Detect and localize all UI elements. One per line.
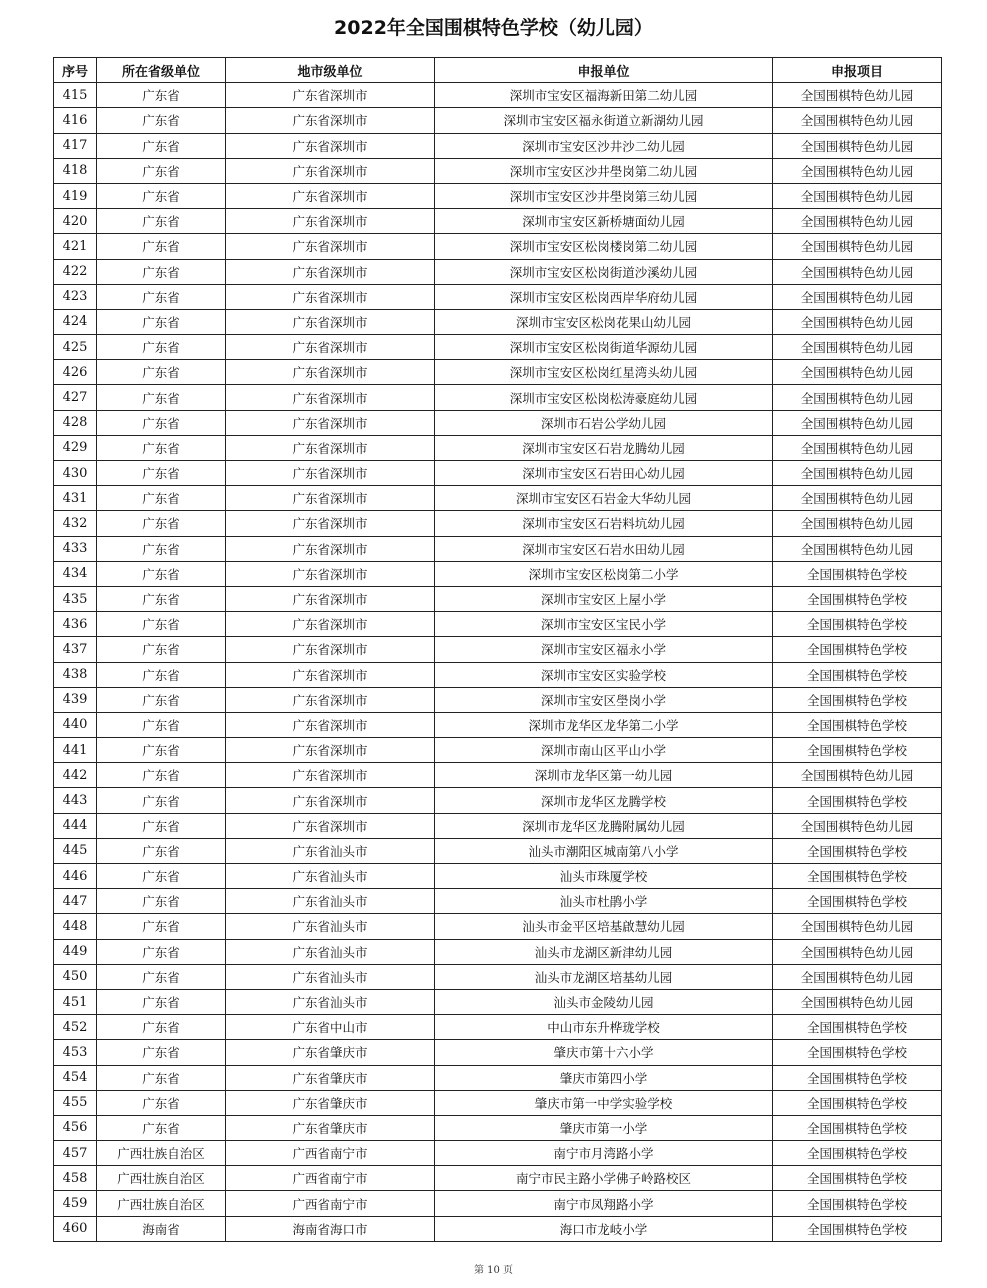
cell-province: 广东省 — [97, 511, 226, 536]
cell-applicant: 深圳市宝安区上屋小学 — [435, 586, 773, 611]
cell-project: 全国围棋特色学校 — [773, 1141, 942, 1166]
cell-project: 全国围棋特色幼儿园 — [773, 763, 942, 788]
cell-project: 全国围棋特色学校 — [773, 1191, 942, 1216]
cell-city: 海南省海口市 — [226, 1216, 435, 1241]
cell-province: 广东省 — [97, 158, 226, 183]
table-row — [54, 209, 942, 234]
cell-city: 广东省深圳市 — [226, 435, 435, 460]
cell-applicant: 深圳市宝安区石岩金大华幼儿园 — [435, 486, 773, 511]
cell-city: 广东省深圳市 — [226, 612, 435, 637]
table-row — [54, 335, 942, 360]
table-body — [54, 83, 942, 1242]
cell-city: 广东省深圳市 — [226, 108, 435, 133]
cell-applicant: 深圳市宝安区石岩田心幼儿园 — [435, 461, 773, 486]
cell-index: 429 — [54, 435, 97, 460]
table-row — [54, 1191, 942, 1216]
cell-province: 广东省 — [97, 360, 226, 385]
cell-project: 全国围棋特色幼儿园 — [773, 284, 942, 309]
cell-city: 广东省深圳市 — [226, 511, 435, 536]
cell-applicant: 深圳市宝安区新桥塘面幼儿园 — [435, 209, 773, 234]
cell-applicant: 汕头市杜鹃小学 — [435, 889, 773, 914]
cell-project: 全国围棋特色学校 — [773, 637, 942, 662]
cell-province: 广东省 — [97, 209, 226, 234]
cell-province: 广东省 — [97, 1065, 226, 1090]
cell-project: 全国围棋特色学校 — [773, 561, 942, 586]
table-row — [54, 738, 942, 763]
cell-applicant: 深圳市宝安区石岩料坑幼儿园 — [435, 511, 773, 536]
table-row — [54, 511, 942, 536]
table-row — [54, 259, 942, 284]
cell-applicant: 深圳市宝安区福海新田第二幼儿园 — [435, 83, 773, 108]
cell-index: 417 — [54, 133, 97, 158]
cell-project: 全国围棋特色幼儿园 — [773, 108, 942, 133]
cell-city: 广东省肇庆市 — [226, 1115, 435, 1140]
table-row — [54, 234, 942, 259]
cell-city: 广东省深圳市 — [226, 133, 435, 158]
cell-city: 广东省汕头市 — [226, 939, 435, 964]
cell-province: 广东省 — [97, 763, 226, 788]
cell-index: 447 — [54, 889, 97, 914]
table-row — [54, 1040, 942, 1065]
cell-applicant: 深圳市龙华区第一幼儿园 — [435, 763, 773, 788]
cell-project: 全国围棋特色幼儿园 — [773, 486, 942, 511]
table-row — [54, 964, 942, 989]
cell-city: 广东省汕头市 — [226, 838, 435, 863]
table-row — [54, 536, 942, 561]
cell-index: 459 — [54, 1191, 97, 1216]
table-row — [54, 486, 942, 511]
cell-applicant: 肇庆市第四小学 — [435, 1065, 773, 1090]
header-row — [54, 58, 942, 83]
cell-index: 420 — [54, 209, 97, 234]
cell-index: 427 — [54, 385, 97, 410]
cell-applicant: 深圳市龙华区龙腾附属幼儿园 — [435, 813, 773, 838]
cell-province: 广东省 — [97, 914, 226, 939]
table-header — [54, 58, 942, 83]
cell-applicant: 南宁市月湾路小学 — [435, 1141, 773, 1166]
cell-province: 广东省 — [97, 183, 226, 208]
table-row — [54, 108, 942, 133]
cell-applicant: 深圳市宝安区沙井壆岗第二幼儿园 — [435, 158, 773, 183]
cell-index: 416 — [54, 108, 97, 133]
cell-index: 438 — [54, 662, 97, 687]
cell-index: 457 — [54, 1141, 97, 1166]
cell-province: 广东省 — [97, 1015, 226, 1040]
table-row — [54, 662, 942, 687]
cell-project: 全国围棋特色学校 — [773, 788, 942, 813]
cell-index: 454 — [54, 1065, 97, 1090]
cell-province: 广东省 — [97, 461, 226, 486]
cell-applicant: 深圳市宝安区实验学校 — [435, 662, 773, 687]
cell-index: 432 — [54, 511, 97, 536]
cell-index: 431 — [54, 486, 97, 511]
cell-city: 广东省深圳市 — [226, 788, 435, 813]
cell-province: 广西壮族自治区 — [97, 1166, 226, 1191]
cell-index: 436 — [54, 612, 97, 637]
cell-project: 全国围棋特色学校 — [773, 738, 942, 763]
cell-index: 445 — [54, 838, 97, 863]
cell-province: 广东省 — [97, 612, 226, 637]
cell-province: 广东省 — [97, 561, 226, 586]
cell-applicant: 深圳市宝安区宝民小学 — [435, 612, 773, 637]
cell-city: 广东省深圳市 — [226, 461, 435, 486]
cell-project: 全国围棋特色幼儿园 — [773, 461, 942, 486]
cell-project: 全国围棋特色学校 — [773, 687, 942, 712]
cell-city: 广东省深圳市 — [226, 385, 435, 410]
table-row — [54, 813, 942, 838]
table-row — [54, 1015, 942, 1040]
table-row — [54, 1141, 942, 1166]
cell-index: 418 — [54, 158, 97, 183]
cell-index: 442 — [54, 763, 97, 788]
table-row — [54, 133, 942, 158]
cell-city: 广东省深圳市 — [226, 83, 435, 108]
cell-index: 460 — [54, 1216, 97, 1241]
cell-city: 广东省深圳市 — [226, 486, 435, 511]
cell-city: 广东省深圳市 — [226, 209, 435, 234]
table-row — [54, 1216, 942, 1241]
cell-project: 全国围棋特色幼儿园 — [773, 511, 942, 536]
table-row — [54, 1065, 942, 1090]
cell-province: 广西壮族自治区 — [97, 1191, 226, 1216]
table-row — [54, 712, 942, 737]
cell-project: 全国围棋特色学校 — [773, 662, 942, 687]
table-row — [54, 561, 942, 586]
cell-city: 广西省南宁市 — [226, 1141, 435, 1166]
table-row — [54, 461, 942, 486]
cell-city: 广东省深圳市 — [226, 183, 435, 208]
cell-applicant: 深圳市宝安区松岗松涛豪庭幼儿园 — [435, 385, 773, 410]
cell-city: 广东省深圳市 — [226, 738, 435, 763]
cell-applicant: 深圳市龙华区龙华第二小学 — [435, 712, 773, 737]
cell-applicant: 汕头市潮阳区城南第八小学 — [435, 838, 773, 863]
cell-applicant: 海口市龙岐小学 — [435, 1216, 773, 1241]
cell-city: 广东省深圳市 — [226, 712, 435, 737]
cell-city: 广东省深圳市 — [226, 813, 435, 838]
cell-project: 全国围棋特色幼儿园 — [773, 385, 942, 410]
cell-applicant: 深圳市宝安区沙井沙二幼儿园 — [435, 133, 773, 158]
cell-project: 全国围棋特色幼儿园 — [773, 259, 942, 284]
cell-index: 426 — [54, 360, 97, 385]
cell-applicant: 汕头市龙湖区培基幼儿园 — [435, 964, 773, 989]
cell-applicant: 深圳市宝安区壆岗小学 — [435, 687, 773, 712]
cell-province: 广东省 — [97, 1115, 226, 1140]
cell-applicant: 汕头市金陵幼儿园 — [435, 989, 773, 1014]
page-title: 2022年全国围棋特色学校（幼儿园） — [334, 17, 653, 39]
cell-applicant: 深圳市宝安区石岩水田幼儿园 — [435, 536, 773, 561]
cell-index: 424 — [54, 309, 97, 334]
cell-province: 广东省 — [97, 939, 226, 964]
table-row — [54, 83, 942, 108]
cell-index: 433 — [54, 536, 97, 561]
table-row — [54, 612, 942, 637]
table-row — [54, 1115, 942, 1140]
table-row — [54, 939, 942, 964]
cell-applicant: 中山市东升桦珑学校 — [435, 1015, 773, 1040]
cell-index: 439 — [54, 687, 97, 712]
cell-applicant: 肇庆市第一中学实验学校 — [435, 1090, 773, 1115]
cell-province: 广东省 — [97, 712, 226, 737]
cell-index: 452 — [54, 1015, 97, 1040]
table-row — [54, 637, 942, 662]
cell-project: 全国围棋特色学校 — [773, 1015, 942, 1040]
cell-province: 广东省 — [97, 486, 226, 511]
cell-index: 458 — [54, 1166, 97, 1191]
cell-city: 广东省深圳市 — [226, 586, 435, 611]
cell-city: 广东省深圳市 — [226, 284, 435, 309]
cell-index: 450 — [54, 964, 97, 989]
cell-index: 449 — [54, 939, 97, 964]
table-row — [54, 385, 942, 410]
cell-applicant: 深圳市宝安区福永街道立新湖幼儿园 — [435, 108, 773, 133]
cell-applicant: 深圳市宝安区松岗红星湾头幼儿园 — [435, 360, 773, 385]
table-row — [54, 183, 942, 208]
table-row — [54, 309, 942, 334]
cell-project: 全国围棋特色幼儿园 — [773, 813, 942, 838]
cell-project: 全国围棋特色学校 — [773, 864, 942, 889]
cell-city: 广东省深圳市 — [226, 662, 435, 687]
table-row — [54, 410, 942, 435]
cell-project: 全国围棋特色学校 — [773, 1040, 942, 1065]
cell-city: 广东省深圳市 — [226, 234, 435, 259]
table-row — [54, 687, 942, 712]
cell-index: 455 — [54, 1090, 97, 1115]
cell-project: 全国围棋特色学校 — [773, 1090, 942, 1115]
cell-city: 广东省深圳市 — [226, 335, 435, 360]
table-row — [54, 158, 942, 183]
cell-province: 广东省 — [97, 1040, 226, 1065]
cell-city: 广东省深圳市 — [226, 259, 435, 284]
cell-province: 广东省 — [97, 889, 226, 914]
cell-index: 437 — [54, 637, 97, 662]
cell-applicant: 汕头市金平区培基啟慧幼儿园 — [435, 914, 773, 939]
cell-city: 广东省深圳市 — [226, 637, 435, 662]
cell-city: 广东省深圳市 — [226, 536, 435, 561]
cell-applicant: 南宁市凤翔路小学 — [435, 1191, 773, 1216]
cell-applicant: 汕头市龙湖区新津幼儿园 — [435, 939, 773, 964]
cell-city: 广东省深圳市 — [226, 687, 435, 712]
cell-applicant: 深圳市宝安区松岗第二小学 — [435, 561, 773, 586]
cell-province: 广东省 — [97, 259, 226, 284]
cell-index: 441 — [54, 738, 97, 763]
cell-province: 广东省 — [97, 838, 226, 863]
cell-applicant: 深圳市宝安区松岗街道沙溪幼儿园 — [435, 259, 773, 284]
cell-province: 广东省 — [97, 133, 226, 158]
cell-city: 广东省深圳市 — [226, 763, 435, 788]
cell-project: 全国围棋特色学校 — [773, 1065, 942, 1090]
cell-province: 广东省 — [97, 435, 226, 460]
cell-index: 422 — [54, 259, 97, 284]
cell-province: 广东省 — [97, 410, 226, 435]
cell-project: 全国围棋特色幼儿园 — [773, 183, 942, 208]
cell-province: 广东省 — [97, 788, 226, 813]
cell-province: 广东省 — [97, 687, 226, 712]
col-header-city: 地市级单位 — [226, 58, 435, 83]
cell-province: 广东省 — [97, 662, 226, 687]
cell-province: 广东省 — [97, 586, 226, 611]
cell-city: 广东省汕头市 — [226, 914, 435, 939]
cell-applicant: 深圳市宝安区沙井壆岗第三幼儿园 — [435, 183, 773, 208]
cell-applicant: 深圳市石岩公学幼儿园 — [435, 410, 773, 435]
cell-applicant: 深圳市宝安区松岗花果山幼儿园 — [435, 309, 773, 334]
school-table — [53, 57, 942, 1242]
cell-city: 广东省深圳市 — [226, 410, 435, 435]
table-row — [54, 284, 942, 309]
cell-project: 全国围棋特色学校 — [773, 1166, 942, 1191]
cell-index: 440 — [54, 712, 97, 737]
cell-applicant: 深圳市龙华区龙腾学校 — [435, 788, 773, 813]
table-row — [54, 889, 942, 914]
cell-province: 广东省 — [97, 813, 226, 838]
cell-applicant: 深圳市宝安区石岩龙腾幼儿园 — [435, 435, 773, 460]
cell-index: 448 — [54, 914, 97, 939]
page-number: 第 10 页 — [473, 1265, 514, 1276]
cell-province: 广西壮族自治区 — [97, 1141, 226, 1166]
col-header-province: 所在省级单位 — [97, 58, 226, 83]
cell-index: 444 — [54, 813, 97, 838]
cell-project: 全国围棋特色学校 — [773, 712, 942, 737]
cell-applicant: 深圳市宝安区松岗街道华源幼儿园 — [435, 335, 773, 360]
cell-index: 451 — [54, 989, 97, 1014]
cell-city: 广东省深圳市 — [226, 360, 435, 385]
cell-index: 434 — [54, 561, 97, 586]
table-row — [54, 435, 942, 460]
cell-province: 海南省 — [97, 1216, 226, 1241]
table-row — [54, 763, 942, 788]
cell-province: 广东省 — [97, 864, 226, 889]
cell-province: 广东省 — [97, 83, 226, 108]
cell-project: 全国围棋特色幼儿园 — [773, 914, 942, 939]
cell-applicant: 深圳市宝安区福永小学 — [435, 637, 773, 662]
cell-index: 430 — [54, 461, 97, 486]
cell-project: 全国围棋特色学校 — [773, 838, 942, 863]
cell-province: 广东省 — [97, 108, 226, 133]
cell-index: 428 — [54, 410, 97, 435]
table-row — [54, 1090, 942, 1115]
cell-index: 453 — [54, 1040, 97, 1065]
cell-project: 全国围棋特色学校 — [773, 612, 942, 637]
cell-project: 全国围棋特色幼儿园 — [773, 133, 942, 158]
cell-city: 广东省汕头市 — [226, 864, 435, 889]
cell-project: 全国围棋特色幼儿园 — [773, 360, 942, 385]
cell-city: 广东省肇庆市 — [226, 1040, 435, 1065]
cell-province: 广东省 — [97, 284, 226, 309]
cell-city: 广东省深圳市 — [226, 158, 435, 183]
cell-province: 广东省 — [97, 234, 226, 259]
cell-project: 全国围棋特色幼儿园 — [773, 158, 942, 183]
table-row — [54, 788, 942, 813]
cell-province: 广东省 — [97, 989, 226, 1014]
cell-project: 全国围棋特色幼儿园 — [773, 234, 942, 259]
col-header-project: 申报项目 — [773, 58, 942, 83]
cell-applicant: 深圳市南山区平山小学 — [435, 738, 773, 763]
cell-province: 广东省 — [97, 1090, 226, 1115]
cell-applicant: 深圳市宝安区松岗楼岗第二幼儿园 — [435, 234, 773, 259]
table-row — [54, 586, 942, 611]
cell-city: 广东省中山市 — [226, 1015, 435, 1040]
cell-city: 广东省深圳市 — [226, 561, 435, 586]
cell-index: 435 — [54, 586, 97, 611]
cell-index: 446 — [54, 864, 97, 889]
cell-project: 全国围棋特色幼儿园 — [773, 209, 942, 234]
cell-applicant: 肇庆市第一小学 — [435, 1115, 773, 1140]
cell-province: 广东省 — [97, 385, 226, 410]
table-row — [54, 864, 942, 889]
table-row — [54, 1166, 942, 1191]
table-row — [54, 989, 942, 1014]
cell-city: 广西省南宁市 — [226, 1191, 435, 1216]
cell-applicant: 肇庆市第十六小学 — [435, 1040, 773, 1065]
cell-project: 全国围棋特色幼儿园 — [773, 410, 942, 435]
cell-project: 全国围棋特色幼儿园 — [773, 989, 942, 1014]
cell-city: 广西省南宁市 — [226, 1166, 435, 1191]
cell-applicant: 汕头市珠厦学校 — [435, 864, 773, 889]
cell-index: 423 — [54, 284, 97, 309]
cell-project: 全国围棋特色幼儿园 — [773, 83, 942, 108]
cell-project: 全国围棋特色学校 — [773, 586, 942, 611]
table-row — [54, 914, 942, 939]
cell-index: 421 — [54, 234, 97, 259]
table-row — [54, 360, 942, 385]
cell-city: 广东省深圳市 — [226, 309, 435, 334]
cell-project: 全国围棋特色学校 — [773, 1115, 942, 1140]
cell-project: 全国围棋特色幼儿园 — [773, 335, 942, 360]
cell-city: 广东省肇庆市 — [226, 1065, 435, 1090]
cell-applicant: 深圳市宝安区松岗西岸华府幼儿园 — [435, 284, 773, 309]
cell-province: 广东省 — [97, 738, 226, 763]
cell-province: 广东省 — [97, 536, 226, 561]
cell-index: 419 — [54, 183, 97, 208]
table-row — [54, 838, 942, 863]
col-header-applicant: 申报单位 — [435, 58, 773, 83]
cell-city: 广东省汕头市 — [226, 989, 435, 1014]
cell-project: 全国围棋特色幼儿园 — [773, 939, 942, 964]
cell-index: 443 — [54, 788, 97, 813]
cell-province: 广东省 — [97, 309, 226, 334]
cell-project: 全国围棋特色幼儿园 — [773, 964, 942, 989]
cell-project: 全国围棋特色幼儿园 — [773, 309, 942, 334]
cell-province: 广东省 — [97, 637, 226, 662]
cell-index: 425 — [54, 335, 97, 360]
cell-project: 全国围棋特色学校 — [773, 1216, 942, 1241]
cell-project: 全国围棋特色幼儿园 — [773, 435, 942, 460]
cell-province: 广东省 — [97, 964, 226, 989]
col-header-index: 序号 — [54, 58, 97, 83]
cell-province: 广东省 — [97, 335, 226, 360]
cell-applicant: 南宁市民主路小学佛子岭路校区 — [435, 1166, 773, 1191]
cell-city: 广东省汕头市 — [226, 964, 435, 989]
cell-city: 广东省汕头市 — [226, 889, 435, 914]
cell-project: 全国围棋特色幼儿园 — [773, 536, 942, 561]
cell-index: 456 — [54, 1115, 97, 1140]
cell-project: 全国围棋特色学校 — [773, 889, 942, 914]
cell-city: 广东省肇庆市 — [226, 1090, 435, 1115]
cell-index: 415 — [54, 83, 97, 108]
